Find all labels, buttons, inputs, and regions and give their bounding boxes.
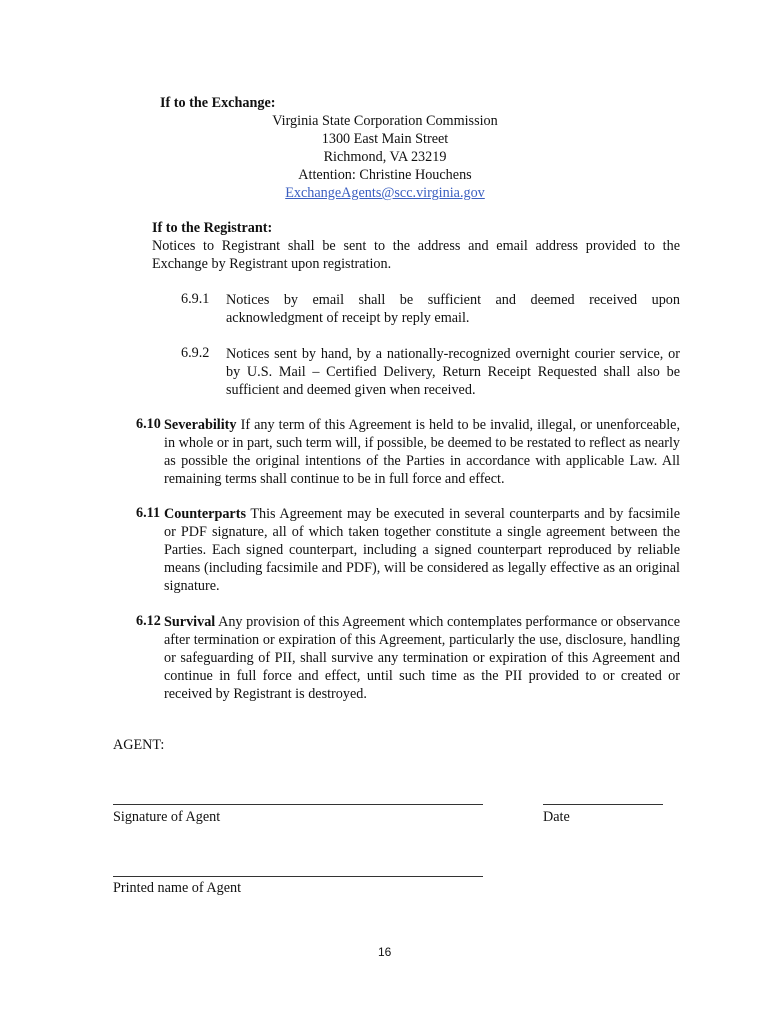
printed-name-line[interactable] — [113, 876, 483, 877]
page-number: 16 — [378, 945, 392, 959]
signature-label: Signature of Agent — [113, 809, 221, 825]
section-title: Survival — [164, 614, 216, 630]
section-text: If any term of this Agreement is held to be invalid, illegal, or unenforceable, in whole or in part, such term will, if possible, be deemed to be restated to reflect as nearly as possible the original intentions of the Parties in accordance with applicable Law. All remaining terms shall continue to be in full force and effect. — [164, 417, 680, 487]
date-label: Date — [543, 809, 570, 825]
address-line-city: Richmond, VA 23219 — [323, 149, 447, 165]
exchange-address — [180, 112, 590, 202]
printed-name-label: Printed name of Agent — [113, 880, 242, 896]
section-number: 6.12 — [136, 613, 161, 629]
section-text: Any provision of this Agreement which contemplates performance or observance after termination or expiration of this Agreement, particularly the use, disclosure, handling or safeguarding of PII, shall survive any termination or expiration of this Agreement and continue in full force and effect, until such time as the PII provided to or created or received by Registrant is destroyed. — [164, 614, 680, 702]
address-line-attention: Attention: Christine Houchens — [298, 167, 472, 183]
section-number: 6.11 — [136, 505, 161, 521]
subsection-number: 6.9.1 — [181, 291, 210, 307]
agent-label: AGENT: — [113, 737, 165, 753]
section-survival — [164, 613, 680, 703]
section-text: This Agreement may be executed in several counterparts and by facsimile or PDF signature, all of which taken together constitute a single agreement between the Parties. Each signed counterpart, including a signed counterpart reproduced by reliable means (including facsimile and PDF), will be considered as legally effective as an original signature. — [164, 506, 680, 594]
subsection-text: Notices sent by hand, by a nationally-recognized overnight courier service, or by U.S. Mail – Certified Delivery, Return Receipt Requested shall also be sufficient and deemed given when received. — [226, 346, 680, 398]
address-line-street: 1300 East Main Street — [321, 131, 449, 147]
section-counterparts — [164, 505, 680, 595]
exchange-email-link[interactable]: ExchangeAgents@scc.virginia.gov — [285, 185, 485, 201]
exchange-heading: If to the Exchange: — [160, 95, 276, 111]
registrant-text: Notices to Registrant shall be sent to the address and email address provided to the Exchange by Registrant upon registration. — [152, 238, 680, 272]
section-title: Counterparts — [164, 506, 246, 522]
section-severability — [164, 416, 680, 488]
date-line[interactable] — [543, 804, 663, 805]
signature-line[interactable] — [113, 804, 483, 805]
subsection-text: Notices by email shall be sufficient and deemed received upon acknowledgment of receipt by reply email. — [226, 292, 680, 326]
registrant-heading: If to the Registrant: — [152, 220, 273, 236]
section-number: 6.10 — [136, 416, 161, 432]
section-title: Severability — [164, 417, 237, 433]
address-line-name: Virginia State Corporation Commission — [272, 113, 498, 129]
subsection-number: 6.9.2 — [181, 345, 210, 361]
